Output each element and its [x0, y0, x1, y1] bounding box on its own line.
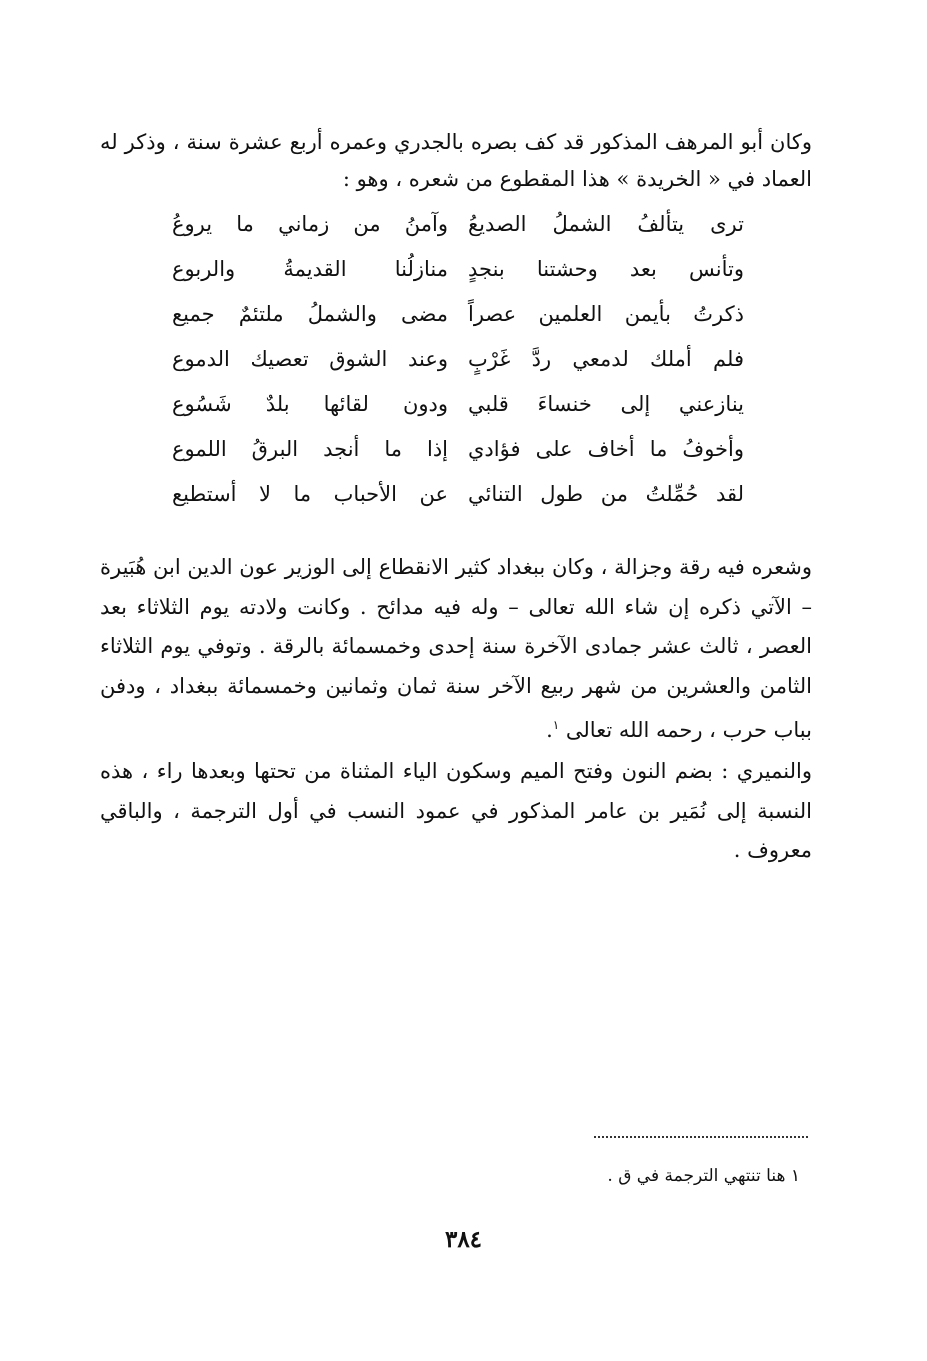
sentence-end: . — [546, 718, 553, 742]
verse-first-hemistich: ينازعني إلى خنساءَ قلبي — [468, 392, 744, 416]
verse-second-hemistich: مضى والشملُ ملتئمٌ جميع — [172, 302, 448, 326]
nisba-paragraph — [100, 752, 812, 871]
page-number: ٣٨٤ — [444, 1226, 483, 1253]
footnote-divider — [594, 1136, 808, 1138]
biography-text: وشعره فيه رقة وجزالة ، وكان ببغداد كثير الانقطاع إلى الوزير عون الدين ابن هُبَيرة – الآتي ذكره إن شاء الله تعالى – وله فيه مدائح . وكانت ولادته يوم الثلاثاء بعد العصر ، ثالث عشر جمادى الآخرة سنة إحدى وخمسمائة بالرقة . وتوفي يوم الثلاثاء الثامن والعشرين من شهر ربيع الآخر سنة ثمان وثمانين وخمسمائة ببغداد ، ودفن بباب حرب ، رحمه الله تعالى — [100, 555, 812, 742]
verse-first-hemistich: فلم أملك لدمعي ردَّ غَرْبٍ — [468, 347, 744, 371]
poem-verse — [172, 392, 744, 437]
verse-first-hemistich: وتأنس بعد وحشتنا بنجدٍ — [468, 257, 744, 281]
intro-text: وكان أبو المرهف المذكور قد كف بصره بالجدري وعمره أربع عشرة سنة ، وذكر له العماد في « الخريدة » هذا المقطوع من شعره ، وهو : — [100, 130, 812, 191]
verse-first-hemistich: لقد حُمِّلتُ من طول التنائي — [468, 482, 744, 506]
verse-second-hemistich: إذا ما أنجد البرقُ اللموع — [172, 437, 448, 461]
biography-paragraph — [100, 548, 812, 751]
footnote: ١ هنا تنتهي الترجمة في ق . — [607, 1166, 800, 1186]
footnote-reference: ١ — [552, 718, 560, 732]
poem-verse — [172, 437, 744, 482]
nisba-text: والنميري : بضم النون وفتح الميم وسكون الياء المثناة من تحتها وبعدها راء ، هذه النسبة إلى نُمَير بن عامر المذكور في عمود النسب في أول الترجمة ، والباقي معروف . — [100, 759, 812, 862]
poem-verse — [172, 257, 744, 302]
verse-second-hemistich: منازلُنا القديمةُ والربوع — [172, 257, 448, 281]
biography-text-block — [100, 548, 812, 751]
verse-second-hemistich: ودون لقائها بلدٌ شَسُوع — [172, 392, 448, 416]
verse-first-hemistich: ذكرتُ بأيمن العلمين عصراً — [468, 302, 744, 326]
verse-first-hemistich: ترى يتألفُ الشملُ الصديعُ — [468, 212, 744, 236]
verse-second-hemistich: وعند الشوق تعصيك الدموع — [172, 347, 448, 371]
poem-verse — [172, 212, 744, 257]
poem-verse — [172, 302, 744, 347]
poem-verse — [172, 347, 744, 392]
poem-verse — [172, 482, 744, 527]
verse-first-hemistich: وأخوفُ ما أخاف على فؤادي — [468, 437, 744, 461]
verse-second-hemistich: عن الأحباب ما لا أستطيع — [172, 482, 448, 506]
verse-second-hemistich: وآمنُ من زماني ما يروعُ — [172, 212, 448, 236]
poem — [172, 212, 744, 527]
intro-paragraph — [100, 124, 812, 198]
